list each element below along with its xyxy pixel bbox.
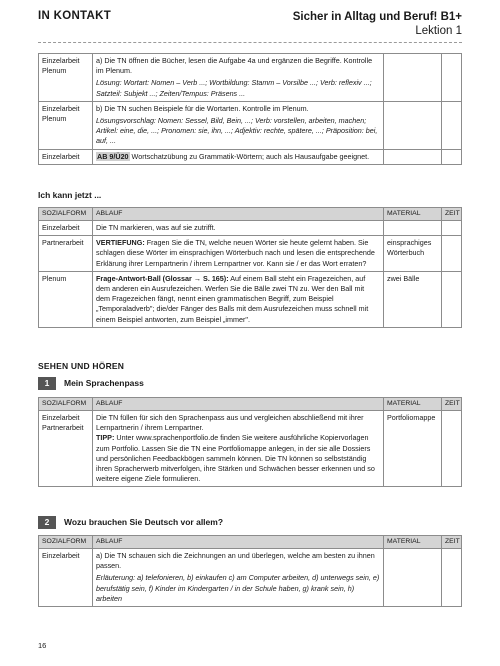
section-heading-sehen: SEHEN UND HÖREN bbox=[38, 361, 125, 371]
table-header-row bbox=[39, 208, 462, 221]
header-material: MATERIAL bbox=[384, 208, 442, 221]
vertiefung-label: VERTIEFUNG: bbox=[96, 238, 145, 248]
sozialform-cell: Einzelarbeit Plenum bbox=[39, 54, 93, 102]
table-row bbox=[39, 101, 462, 149]
table-header-row bbox=[39, 536, 462, 549]
sozialform-cell: Plenum bbox=[39, 271, 93, 327]
table-row bbox=[39, 221, 462, 236]
material-cell bbox=[384, 549, 442, 607]
table-header-row bbox=[39, 398, 462, 411]
ablauf-cell bbox=[93, 149, 384, 164]
header-zeit: ZEIT bbox=[442, 536, 462, 549]
header-sozialform: SOZIALFORM bbox=[39, 398, 93, 411]
exercise-number-badge: 2 bbox=[38, 516, 56, 529]
sozialform-cell: Einzelarbeit Partnerarbeit bbox=[39, 411, 93, 487]
zeit-cell bbox=[442, 101, 462, 149]
exercise-number-badge: 1 bbox=[38, 377, 56, 390]
chapter-title: IN KONTAKT bbox=[38, 10, 112, 22]
ablauf-text: b) Die TN suchen Beispiele für die Wortarten. Kontrolle im Plenum. bbox=[96, 103, 309, 113]
exercise-title: Mein Sprachenpass bbox=[64, 378, 144, 388]
ich-kann-heading: Ich kann jetzt ... bbox=[38, 190, 102, 200]
sozialform-cell: Einzelarbeit Plenum bbox=[39, 101, 93, 149]
ablauf-cell bbox=[93, 54, 384, 102]
exercise-heading-2 bbox=[38, 515, 223, 529]
material-cell: Portfoliomappe bbox=[384, 411, 442, 487]
zeit-cell bbox=[442, 271, 462, 327]
header-ablauf: ABLAUF bbox=[93, 398, 384, 411]
table-row bbox=[39, 149, 462, 164]
header-ablauf: ABLAUF bbox=[93, 208, 384, 221]
table-row bbox=[39, 271, 462, 327]
header-zeit: ZEIT bbox=[442, 398, 462, 411]
sprachenpass-table bbox=[38, 397, 462, 487]
book-title: Sicher in Alltag und Beruf! B1+ bbox=[292, 11, 462, 23]
sozialform-cell: Einzelarbeit bbox=[39, 221, 93, 236]
header-material: MATERIAL bbox=[384, 398, 442, 411]
table-row bbox=[39, 236, 462, 272]
ich-kann-table bbox=[38, 207, 462, 328]
zeit-cell bbox=[442, 54, 462, 102]
sozialform-cell: Einzelarbeit bbox=[39, 149, 93, 164]
sozialform-cell: Einzelarbeit bbox=[39, 549, 93, 607]
table-row bbox=[39, 411, 462, 487]
header-ablauf: ABLAUF bbox=[93, 536, 384, 549]
header-sozialform: SOZIALFORM bbox=[39, 208, 93, 221]
zeit-cell bbox=[442, 149, 462, 164]
explanation-text: Erläuterung: a) telefonieren, b) einkaufen c) am Computer arbeiten, d) unterwegs sein, e) berufstätig sein, f) Kinder im Kindergarten / in der Schule haben, g) krank sein, h) arbeiten bbox=[96, 573, 380, 603]
zeit-cell bbox=[442, 236, 462, 272]
ablauf-text: Fragen Sie die TN, welche neuen Wörter sie heute gelernt haben. Sie schlagen diese Wörter im einsprachigen Wörterbuch nach und lesen die entsprechende Erklärung ihrer Lernpartnerin / ihrem Lernpartner vor. Kann sie / er das Wort erraten? bbox=[96, 238, 375, 268]
page-number: 16 bbox=[38, 641, 47, 650]
header-divider bbox=[38, 42, 462, 43]
header-zeit: ZEIT bbox=[442, 208, 462, 221]
ablauf-text: Die TN füllen für sich den Sprachenpass aus und vergleichen abschließend mit ihrer Lernpartnerin / ihrem Lernpartner. bbox=[96, 413, 364, 433]
deutsch-wozu-table bbox=[38, 535, 462, 607]
material-cell bbox=[384, 221, 442, 236]
ablauf-cell bbox=[93, 549, 384, 607]
exercise-table-continued bbox=[38, 53, 462, 165]
activity-label: Frage-Antwort-Ball (Glossar → S. 165): bbox=[96, 273, 229, 283]
zeit-cell bbox=[442, 221, 462, 236]
ablauf-text: a) Die TN schauen sich die Zeichnungen an und überlegen, welche am besten zu ihnen passen. bbox=[96, 551, 375, 571]
book-title-block bbox=[293, 10, 462, 38]
solution-text: Lösungsvorschlag: Nomen: Sessel, Bild, Bein, ...; Verb: vorstellen, arbeiten, machen; Artikel: eine, die, ...; Pronomen: sie, ihn, ...; Adjektiv: rechte, spätere, ...; Präposition: bei, auf, ... bbox=[96, 116, 378, 146]
zeit-cell bbox=[442, 411, 462, 487]
ablauf-cell bbox=[93, 236, 384, 272]
header-material: MATERIAL bbox=[384, 536, 442, 549]
tipp-label: TIPP: bbox=[96, 433, 115, 443]
lesson-label: Lektion 1 bbox=[415, 25, 462, 37]
exercise-title: Wozu brauchen Sie Deutsch vor allem? bbox=[64, 517, 224, 527]
material-cell bbox=[384, 101, 442, 149]
material-cell bbox=[384, 149, 442, 164]
solution-text: Lösung: Wortart: Nomen – Verb ...; Wortbildung: Stamm – Vorsilbe ...; Verb: reflexiv ...; Satzteil: Subjekt ...; Zeiten/Tempus: Präsens ... bbox=[96, 78, 372, 98]
zeit-cell bbox=[442, 549, 462, 607]
exercise-heading-1 bbox=[38, 376, 144, 390]
table-row bbox=[39, 549, 462, 607]
material-cell: einsprachiges Wörterbuch bbox=[384, 236, 442, 272]
ablauf-text: Wortschatzübung zu Grammatik-Wörtern; auch als Hausaufgabe geeignet. bbox=[129, 151, 370, 161]
tipp-text: Unter www.sprachenportfolio.de finden Sie weitere ausführliche Kopiervorlagen zum Portfolio. Lassen Sie die TN eine Portfoliomappe anlegen, in der sie alle Dossiers und persönlichen Feedbackbögen sammeln können. Die TN können so selbstständig ihren Spracherwerb mitverfolgen, ihre Stärken und Schwächen besser erkennen und so weitere eigene Ziele formulieren. bbox=[96, 433, 375, 484]
sozialform-cell: Partnerarbeit bbox=[39, 236, 93, 272]
workbook-reference: AB 9/Ü20 bbox=[97, 151, 129, 161]
ablauf-cell bbox=[93, 411, 384, 487]
ablauf-text: a) Die TN öffnen die Bücher, lesen die Aufgabe 4a und ergänzen die Begriffe. Kontrolle im Plenum. bbox=[96, 56, 373, 76]
material-cell bbox=[384, 54, 442, 102]
ablauf-cell bbox=[93, 101, 384, 149]
table-row bbox=[39, 54, 462, 102]
material-cell: zwei Bälle bbox=[384, 271, 442, 327]
page-header bbox=[38, 10, 462, 40]
ablauf-cell bbox=[93, 271, 384, 327]
ablauf-text: Auf einem Ball steht ein Fragezeichen, auf dem anderen ein Ausrufezeichen. Werfen Sie die Bälle zwei TN zu. Wer den Ball mit dem Fragezeichen fängt, nennt einen grammatischen Begriff, zum Beispiel „Temporaladverb"; die/der Fänger des Balls mit dem Ausrufezeichen muss schnell mit einem Beispiel antworten, zum Beispiel „immer". bbox=[96, 273, 369, 324]
ablauf-cell: Die TN markieren, was auf sie zutrifft. bbox=[93, 221, 384, 236]
header-sozialform: SOZIALFORM bbox=[39, 536, 93, 549]
